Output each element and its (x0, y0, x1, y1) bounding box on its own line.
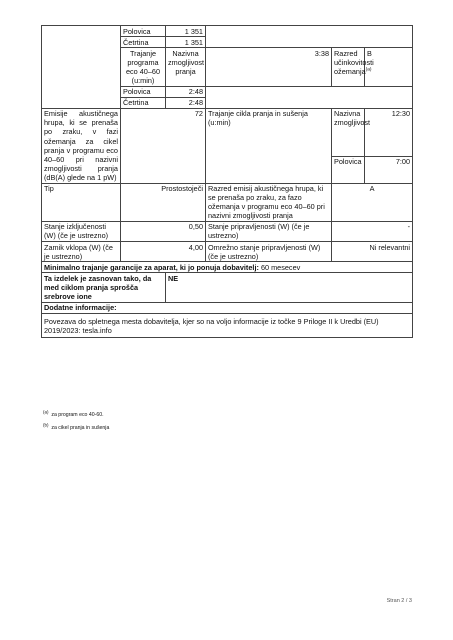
supplier-link-text: Povezava do spletnega mesta dobavitelja, kjer so na voljo informacije iz točke 9 Priloge II k Uredbi (EU) 2019/2023: tesla.info (42, 313, 413, 337)
rated-capacity-label: Nazivna zmogljivost (332, 108, 365, 156)
silver-ions-value: NE (166, 273, 413, 302)
rated-capacity-label: Nazivna zmogljivost pranja (166, 48, 206, 86)
table-row (42, 313, 413, 337)
half-load-label: Polovica (332, 156, 365, 183)
footnote-b: $^{(b)}$ za cikel pranja in sušenja (43, 422, 110, 431)
delay-start-value: 4,00 (121, 242, 206, 262)
program-duration-label: Trajanje programa eco 40–60 (u:min) (121, 48, 166, 86)
standby-value: - (332, 221, 413, 241)
networked-standby-label: Omrežno stanje pripravljenosti (W) (če je ustrezno) (206, 242, 332, 262)
row-label: Polovica (121, 86, 166, 97)
footnote-a: $^{(a)}$ za program eco 40-60. (43, 409, 104, 418)
cycle-duration-label: Trajanje cikla pranja in sušenja (u:min) (206, 108, 332, 183)
program-duration-value: 3:38 (206, 48, 332, 86)
table-row (42, 262, 413, 273)
off-mode-value: 0,50 (121, 221, 206, 241)
networked-standby-value: Ni relevantni (332, 242, 413, 262)
empty-cell (42, 26, 121, 109)
cycle-duration-value: 12:30 (365, 108, 413, 156)
page-number: Stran 2 / 3 (386, 598, 412, 604)
noise-emission-value: 72 (121, 108, 206, 183)
delay-start-label: Zamik vklopa (W) (če je ustrezno) (42, 242, 121, 262)
product-information-table (41, 25, 413, 338)
spin-efficiency-label: Razred učinkovitosti ožemanja$^{(a)}$ (332, 48, 365, 86)
table-row (42, 302, 413, 313)
row-value: 2:48 (166, 97, 206, 108)
table-row (42, 221, 413, 241)
empty-cell (206, 86, 413, 108)
row-value: 1 351 (166, 37, 206, 48)
table-row (42, 242, 413, 262)
table-row (42, 273, 413, 302)
off-mode-label: Stanje izključenosti (W) (če je ustrezno) (42, 221, 121, 241)
silver-ions-label: Ta izdelek je zasnovan tako, da med ciklom pranja sprošča srebrove ione (42, 273, 166, 302)
type-value: Prostostoječi (121, 183, 206, 221)
table-row (42, 108, 413, 156)
warranty-row: Minimalno trajanje garancije za aparat, ki jo ponuja dobavitelj: 60 mesecev (42, 262, 413, 273)
row-value: 1 351 (166, 26, 206, 37)
noise-class-label: Razred emisij akustičnega hrupa, ki se prenaša po zraku, za fazo ožemanja v programu eco 40–60 pri nazivni zmogljivosti pranja (206, 183, 332, 221)
type-label: Tip (42, 183, 121, 221)
standby-label: Stanje pripravljenosti (W) (če je ustrezno) (206, 221, 332, 241)
additional-info-heading: Dodatne informacije: (42, 302, 413, 313)
half-load-value: 7:00 (365, 156, 413, 183)
noise-emission-label: Emisije akustičnega hrupa, ki se prenaša po zraku, v fazi ožemanja za cikel pranja v programu eco 40–60 pri nazivni zmogljivosti pranja (dB(A) glede na 1 pW) (42, 108, 121, 183)
row-label: Polovica (121, 26, 166, 37)
table-row (42, 183, 413, 221)
noise-class-value: A (332, 183, 413, 221)
row-label: Četrtina (121, 37, 166, 48)
spin-efficiency-value: B (365, 48, 413, 86)
table-row (42, 26, 413, 37)
row-value: 2:48 (166, 86, 206, 97)
row-label: Četrtina (121, 97, 166, 108)
empty-cell (206, 26, 413, 48)
